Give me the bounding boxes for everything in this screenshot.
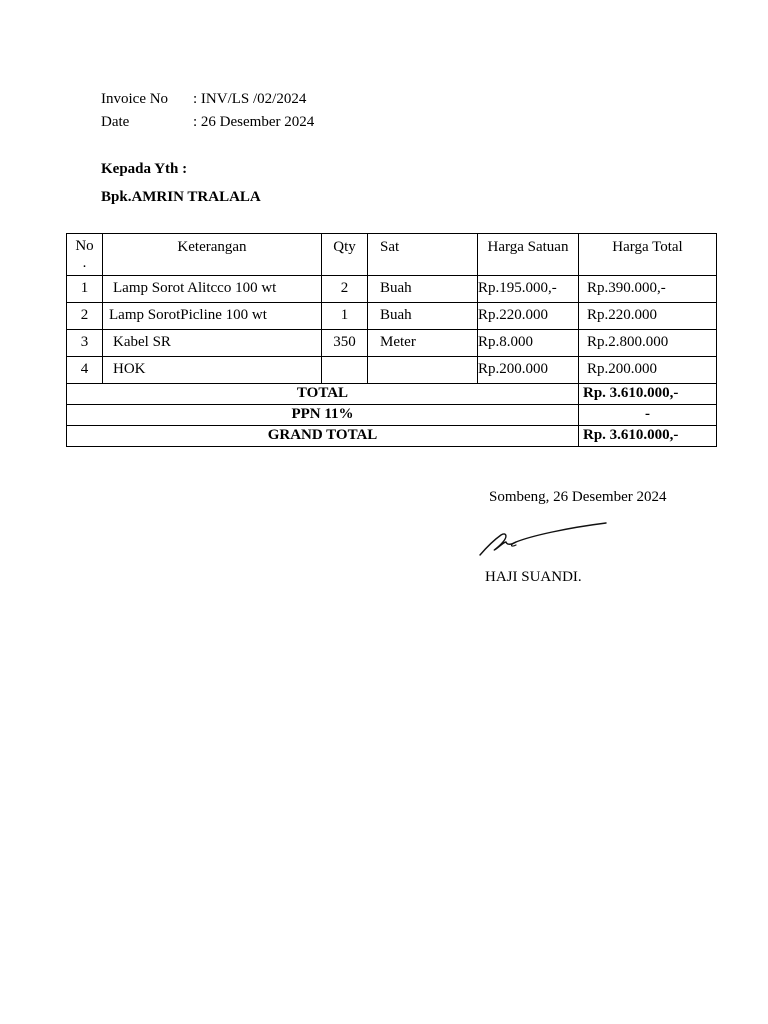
ppn-label: PPN 11%: [67, 405, 579, 426]
row-unit-price: Rp.200.000: [478, 357, 579, 384]
row-unit-price: Rp.220.000: [478, 303, 579, 330]
row-qty: [322, 357, 368, 384]
invoice-table: [66, 233, 717, 447]
row-description: Lamp Sorot Alitcco 100 wt: [103, 276, 322, 303]
row-qty: 350: [322, 330, 368, 357]
row-no: 2: [67, 303, 103, 330]
ppn-row: [67, 405, 717, 426]
header-no-dot: .: [82, 255, 87, 271]
row-unit: Meter: [368, 330, 478, 357]
signer-name: HAJI SUANDI.: [485, 569, 582, 585]
row-qty: 1: [322, 303, 368, 330]
grand-total-label: GRAND TOTAL: [67, 426, 579, 447]
table-row: [67, 357, 717, 384]
header-no-text: No: [75, 238, 94, 254]
row-no: 4: [67, 357, 103, 384]
header-total-price: Harga Total: [579, 234, 717, 276]
place-date: Sombeng, 26 Desember 2024: [489, 489, 667, 505]
row-unit-price: Rp.8.000: [478, 330, 579, 357]
total-value: Rp. 3.610.000,-: [579, 384, 717, 405]
table-row: [67, 276, 717, 303]
row-qty: 2: [322, 276, 368, 303]
invoice-number-value: : INV/LS /02/2024: [193, 91, 307, 107]
recipient-greeting: Kepada Yth :: [101, 161, 188, 177]
total-label: TOTAL: [67, 384, 579, 405]
row-description: Lamp SorotPicline 100 wt: [103, 303, 322, 330]
header-description: Keterangan: [103, 234, 322, 276]
row-no: 1: [67, 276, 103, 303]
grand-total-row: [67, 426, 717, 447]
row-description: Kabel SR: [103, 330, 322, 357]
row-unit-price: Rp.195.000,-: [478, 276, 579, 303]
header-unit-price: Harga Satuan: [478, 234, 579, 276]
row-total-price: Rp.390.000,-: [579, 276, 717, 303]
row-no: 3: [67, 330, 103, 357]
row-total-price: Rp.200.000: [579, 357, 717, 384]
recipient-name: Bpk.AMRIN TRALALA: [101, 189, 261, 205]
row-unit: Buah: [368, 303, 478, 330]
date-value: : 26 Desember 2024: [193, 114, 315, 130]
table-header-row: [67, 234, 717, 276]
grand-total-value: Rp. 3.610.000,-: [579, 426, 717, 447]
header-qty: Qty: [322, 234, 368, 276]
row-total-price: Rp.2.800.000: [579, 330, 717, 357]
row-description: HOK: [103, 357, 322, 384]
header-unit: Sat: [368, 234, 478, 276]
row-unit: [368, 357, 478, 384]
invoice-number-label: Invoice No: [101, 91, 169, 107]
row-total-price: Rp.220.000: [579, 303, 717, 330]
row-unit: Buah: [368, 276, 478, 303]
table-row: [67, 303, 717, 330]
ppn-value: -: [579, 405, 717, 426]
header-no: [67, 234, 103, 276]
table-row: [67, 330, 717, 357]
signature-image: [476, 518, 616, 564]
total-row: [67, 384, 717, 405]
date-label: Date: [101, 114, 130, 130]
